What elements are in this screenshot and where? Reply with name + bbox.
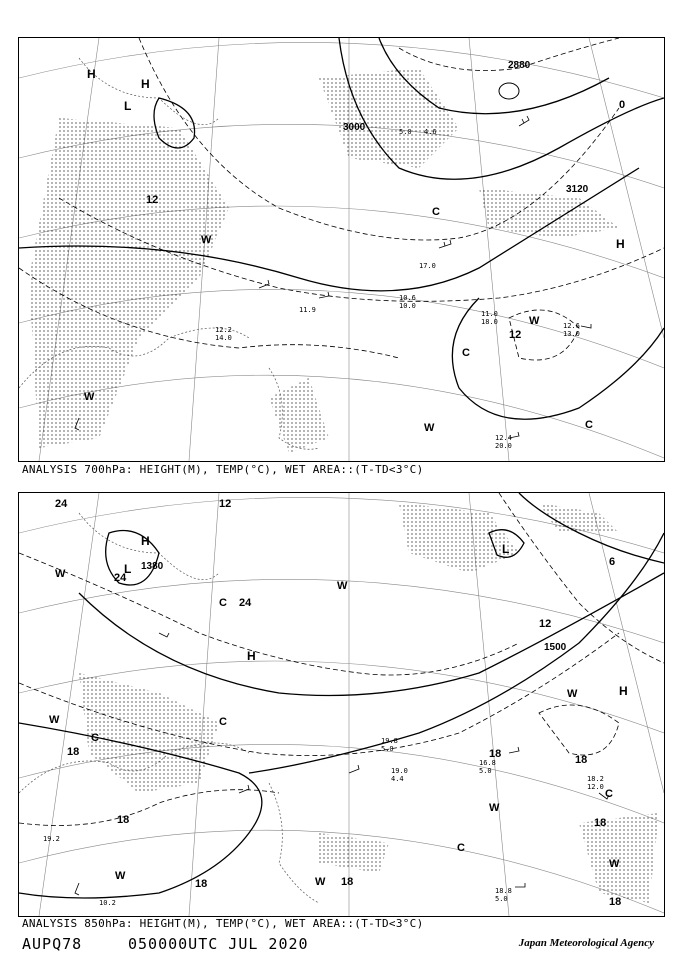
temp-label: 18 xyxy=(341,876,354,888)
high-pressure-marker: H xyxy=(141,534,150,548)
station-value: 13.0 xyxy=(563,330,580,338)
cold-marker: C xyxy=(219,597,227,609)
temp-label: 24 xyxy=(114,572,127,584)
temp-label: 18 xyxy=(609,896,622,908)
height-label: 3120 xyxy=(566,184,589,195)
station-value: 10.6 xyxy=(399,294,416,302)
temp-label: 6 xyxy=(609,556,616,568)
station-value: 5.0 xyxy=(381,745,394,753)
chart-code: AUPQ78 xyxy=(22,935,83,953)
station-value: 4.6 xyxy=(424,128,437,136)
warm-marker: W xyxy=(489,802,500,814)
warm-marker: W xyxy=(55,568,66,580)
high-pressure-marker: H xyxy=(87,67,96,81)
station-value: 16.8 xyxy=(479,759,496,767)
temp-label: 18 xyxy=(594,817,607,829)
station-value: 11.0 xyxy=(481,310,498,318)
cold-marker: C xyxy=(91,732,99,744)
station-plots xyxy=(215,128,580,450)
warm-marker: W xyxy=(424,422,435,434)
station-value: 19.2 xyxy=(43,835,60,843)
station-value: 5.0 xyxy=(399,128,412,136)
wet-areas xyxy=(29,68,619,453)
temp-label: 24 xyxy=(55,498,68,510)
temp-label: 18 xyxy=(67,746,80,758)
warm-marker: W xyxy=(84,391,95,403)
station-value: 19.8 xyxy=(381,737,398,745)
cold-marker: C xyxy=(219,716,227,728)
warm-marker: W xyxy=(609,858,620,870)
station-value: 19.0 xyxy=(391,767,408,775)
warm-marker: W xyxy=(567,688,578,700)
low-pressure-marker: L xyxy=(124,99,132,113)
station-value: 5.0 xyxy=(479,767,492,775)
cold-marker: C xyxy=(462,347,470,359)
temp-label: 12 xyxy=(539,618,552,630)
station-value: 14.0 xyxy=(215,334,232,342)
station-value: 18.2 xyxy=(587,775,604,783)
height-label: 2880 xyxy=(508,60,531,71)
warm-marker: W xyxy=(201,234,212,246)
warm-marker: W xyxy=(49,714,60,726)
high-pressure-marker: H xyxy=(141,77,150,91)
cold-marker: C xyxy=(585,419,593,431)
temp-label: 0 xyxy=(619,99,626,111)
warm-marker: W xyxy=(529,315,540,327)
temp-label: 18 xyxy=(195,878,208,890)
station-value: 4.4 xyxy=(391,775,404,783)
agency-credit: Japan Meteorological Agency xyxy=(518,937,654,949)
station-value: 20.0 xyxy=(495,442,512,450)
high-pressure-marker: H xyxy=(616,237,625,251)
warm-marker: W xyxy=(315,876,326,888)
height-label: 1380 xyxy=(141,561,164,572)
cold-marker: C xyxy=(605,788,613,800)
station-value: 18.8 xyxy=(495,887,512,895)
warm-marker: W xyxy=(337,580,348,592)
station-value: 12.0 xyxy=(587,783,604,791)
cold-marker: C xyxy=(432,206,440,218)
cold-marker: C xyxy=(457,842,465,854)
station-value: 18.0 xyxy=(481,318,498,326)
station-value: 10.2 xyxy=(99,899,116,907)
map-panel-850hpa xyxy=(18,492,665,917)
isotherms xyxy=(19,493,664,826)
temp-label: 12 xyxy=(509,329,522,341)
map-850hpa-svg xyxy=(19,493,664,916)
high-pressure-marker: H xyxy=(619,684,628,698)
station-value: 12.4 xyxy=(495,434,512,442)
station-value: 12.2 xyxy=(215,326,232,334)
temp-label: 18 xyxy=(117,814,130,826)
low-pressure-marker: L xyxy=(502,542,510,556)
low-pressure-marker: L xyxy=(124,562,132,576)
height-labels xyxy=(141,561,567,653)
temp-label: 12 xyxy=(146,194,159,206)
map-panel-700hpa xyxy=(18,37,665,462)
temp-label: 18 xyxy=(575,754,588,766)
station-value: 11.9 xyxy=(299,306,316,314)
valid-time: 050000UTC JUL 2020 xyxy=(128,935,309,953)
height-label: 1500 xyxy=(544,642,567,653)
station-value: 10.0 xyxy=(399,302,416,310)
temp-label: 24 xyxy=(239,597,252,609)
station-value: 5.0 xyxy=(495,895,508,903)
map-700hpa-svg xyxy=(19,38,664,461)
height-label: 3000 xyxy=(343,122,366,133)
panel-caption: ANALYSIS 850hPa: HEIGHT(M), TEMP(°C), WET AREA::(T-TD<3°C) xyxy=(22,917,424,930)
temp-label: 18 xyxy=(489,748,502,760)
station-value: 17.0 xyxy=(419,262,436,270)
panel-caption: ANALYSIS 700hPa: HEIGHT(M), TEMP(°C), WET AREA::(T-TD<3°C) xyxy=(22,463,424,476)
station-value: 12.6 xyxy=(563,322,580,330)
temp-label: 12 xyxy=(219,498,232,510)
high-pressure-marker: H xyxy=(247,649,256,663)
warm-marker: W xyxy=(115,870,126,882)
